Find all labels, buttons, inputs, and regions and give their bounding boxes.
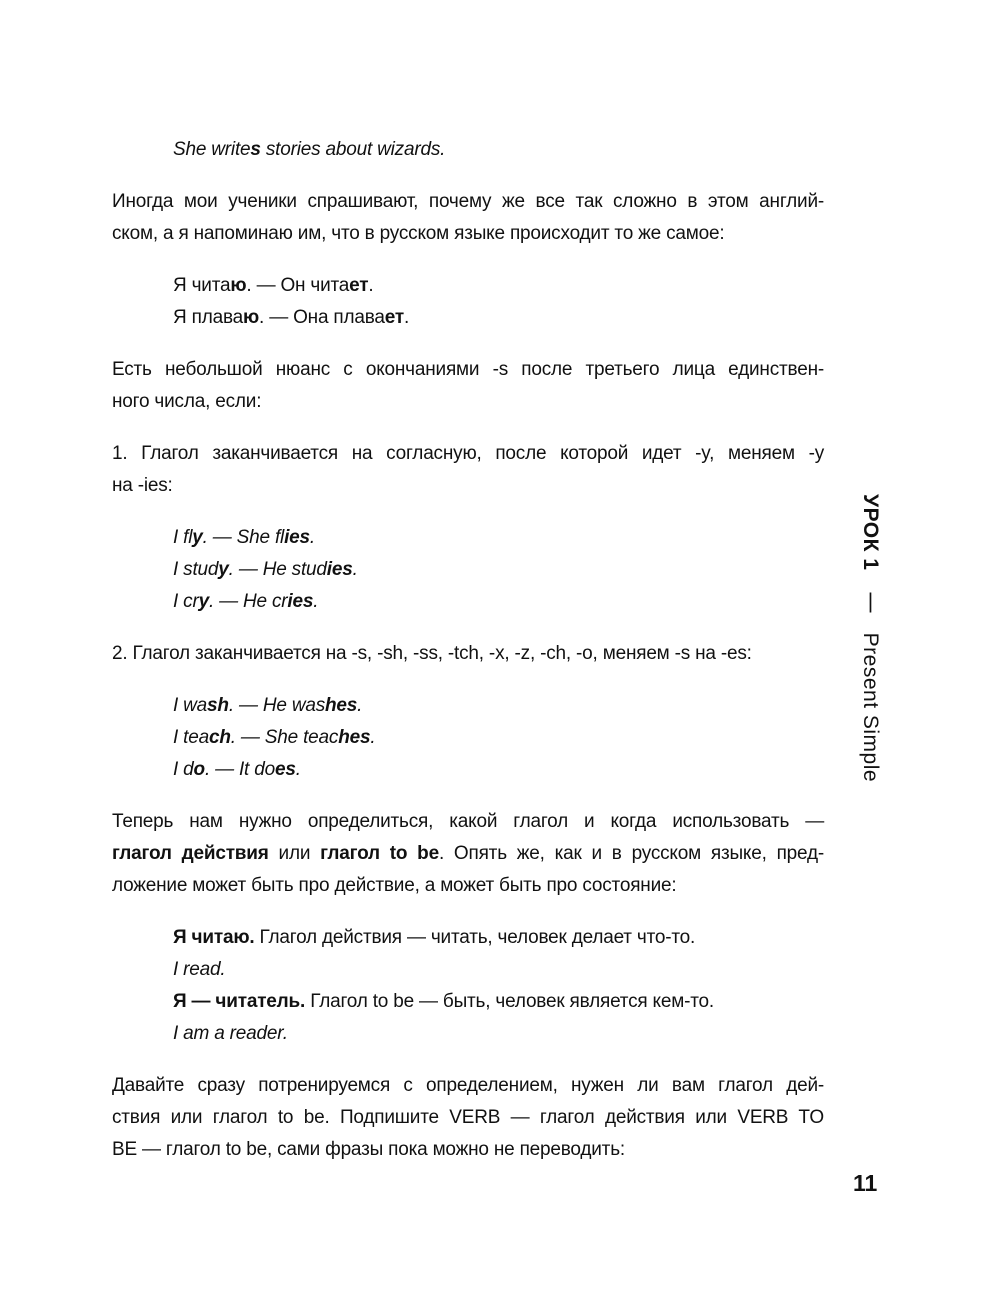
example-block bbox=[173, 690, 824, 786]
text-segment: . — He cr bbox=[208, 591, 288, 612]
example-block bbox=[173, 134, 824, 166]
text-segment: y bbox=[198, 591, 209, 612]
text-segment: Я читаю. bbox=[173, 927, 255, 948]
text-segment: . — She fl bbox=[202, 527, 285, 548]
paragraph bbox=[112, 354, 824, 418]
text-segment: Глагол действия — читать, человек делает что-то. bbox=[254, 927, 696, 948]
text-line bbox=[173, 270, 824, 302]
text-line bbox=[173, 1018, 824, 1050]
text-segment: ies bbox=[287, 591, 314, 612]
text-segment: I read. bbox=[173, 959, 226, 980]
text-segment: Я чита bbox=[173, 275, 231, 296]
text-segment: . bbox=[352, 559, 358, 580]
paragraph bbox=[112, 186, 824, 250]
text-line bbox=[173, 586, 824, 618]
text-line bbox=[112, 386, 824, 418]
text-segment: I d bbox=[173, 759, 194, 780]
page-number: 11 bbox=[853, 1170, 878, 1196]
text-line bbox=[112, 470, 824, 502]
text-line bbox=[112, 438, 824, 470]
text-segment: . — Он чита bbox=[246, 275, 350, 296]
text-line bbox=[112, 1134, 824, 1166]
text-segment: I tea bbox=[173, 727, 209, 748]
text-line bbox=[112, 186, 824, 218]
text-segment: . bbox=[309, 527, 315, 548]
text-segment: . bbox=[404, 307, 410, 328]
text-segment: y bbox=[192, 527, 203, 548]
text-segment: или bbox=[268, 843, 321, 864]
chapter-sidebar bbox=[858, 494, 882, 824]
text-line bbox=[173, 690, 824, 722]
text-line bbox=[173, 986, 824, 1018]
text-line bbox=[112, 638, 824, 670]
text-line bbox=[112, 838, 824, 870]
text-line bbox=[112, 806, 824, 838]
text-segment: BE — глагол to be, сами фразы пока можно не переводить: bbox=[112, 1139, 625, 1160]
text-segment: на -ies: bbox=[112, 475, 173, 496]
example-block bbox=[173, 270, 824, 334]
text-segment: 1. Глагол заканчивается на согласную, после которой идет -y, меняем -y bbox=[112, 443, 824, 464]
sidebar-topic-label: Present Simple bbox=[859, 632, 882, 783]
text-segment: ложение может быть про действие, а может быть про состояние: bbox=[112, 875, 677, 896]
text-segment: I cr bbox=[173, 591, 199, 612]
page-content bbox=[112, 134, 824, 1186]
text-segment: ет bbox=[349, 275, 369, 296]
text-segment: . — It do bbox=[204, 759, 275, 780]
text-line bbox=[112, 1102, 824, 1134]
text-segment: ю bbox=[243, 307, 260, 328]
text-line bbox=[173, 522, 824, 554]
sidebar-divider: | bbox=[859, 589, 882, 614]
text-segment: . — She teac bbox=[230, 727, 339, 748]
text-segment: . bbox=[313, 591, 319, 612]
text-segment: stories about wizards. bbox=[260, 139, 446, 160]
text-line bbox=[173, 754, 824, 786]
text-segment: . bbox=[368, 275, 374, 296]
text-line bbox=[173, 302, 824, 334]
example-block bbox=[173, 522, 824, 618]
text-line bbox=[112, 1070, 824, 1102]
text-segment: ies bbox=[326, 559, 353, 580]
text-line bbox=[173, 722, 824, 754]
text-segment: y bbox=[218, 559, 229, 580]
text-segment: Давайте сразу потренируемся с определением, нужен ли вам глагол дей- bbox=[112, 1075, 824, 1096]
text-line bbox=[173, 954, 824, 986]
text-segment: I stud bbox=[173, 559, 219, 580]
text-segment: Глагол to be — быть, человек является кем-то. bbox=[305, 991, 714, 1012]
text-line bbox=[112, 870, 824, 902]
text-line bbox=[173, 134, 824, 166]
text-segment: I fl bbox=[173, 527, 193, 548]
paragraph bbox=[112, 806, 824, 902]
text-segment: 2. Глагол заканчивается на -s, -sh, -ss, -tch, -x, -z, -ch, -o, меняем -s на -es: bbox=[112, 643, 752, 664]
text-segment: I am a reader. bbox=[173, 1023, 288, 1044]
text-segment: ch bbox=[208, 727, 231, 748]
text-segment: . bbox=[370, 727, 376, 748]
text-line bbox=[112, 354, 824, 386]
text-segment: I wa bbox=[173, 695, 208, 716]
text-segment: глагол to be bbox=[320, 843, 439, 864]
text-segment: ного числа, если: bbox=[112, 391, 262, 412]
text-line bbox=[173, 554, 824, 586]
text-segment: ет bbox=[384, 307, 405, 328]
text-segment: глагол действия bbox=[112, 843, 269, 864]
text-segment: Есть небольшой нюанс с окончаниями -s после третьего лица единствен- bbox=[112, 359, 824, 380]
text-segment: sh bbox=[207, 695, 229, 716]
text-segment: ском, а я напоминаю им, что в русском языке происходит то же самое: bbox=[112, 223, 725, 244]
text-segment: ю bbox=[230, 275, 247, 296]
text-segment: ies bbox=[284, 527, 310, 548]
paragraph bbox=[112, 1070, 824, 1166]
text-line bbox=[173, 922, 824, 954]
text-segment: hes bbox=[325, 695, 358, 716]
paragraph bbox=[112, 438, 824, 502]
paragraph bbox=[112, 638, 824, 670]
text-segment: Иногда мои ученики спрашивают, почему же все так сложно в этом англий- bbox=[112, 191, 824, 212]
text-segment: Теперь нам нужно определиться, какой глагол и когда использовать — bbox=[112, 811, 824, 832]
sidebar-lesson-label: УРОК 1 bbox=[859, 494, 882, 571]
text-segment: . — He was bbox=[228, 695, 326, 716]
text-segment: . Опять же, как и в русском языке, пред- bbox=[438, 843, 824, 864]
text-segment: s bbox=[250, 139, 261, 160]
text-segment: She write bbox=[173, 139, 251, 160]
text-line bbox=[112, 218, 824, 250]
text-segment: hes bbox=[338, 727, 371, 748]
example-block bbox=[173, 922, 824, 1050]
text-segment: . bbox=[357, 695, 363, 716]
text-segment: es bbox=[274, 759, 296, 780]
text-segment: Я — читатель. bbox=[173, 991, 306, 1012]
text-segment: Я плава bbox=[173, 307, 243, 328]
text-segment: . bbox=[295, 759, 301, 780]
text-segment: o bbox=[193, 759, 205, 780]
text-segment: . — Она плава bbox=[259, 307, 385, 328]
text-segment: . — He stud bbox=[228, 559, 327, 580]
text-segment: ствия или глагол to be. Подпишите VERB — глагол действия или VERB TO bbox=[112, 1107, 824, 1128]
